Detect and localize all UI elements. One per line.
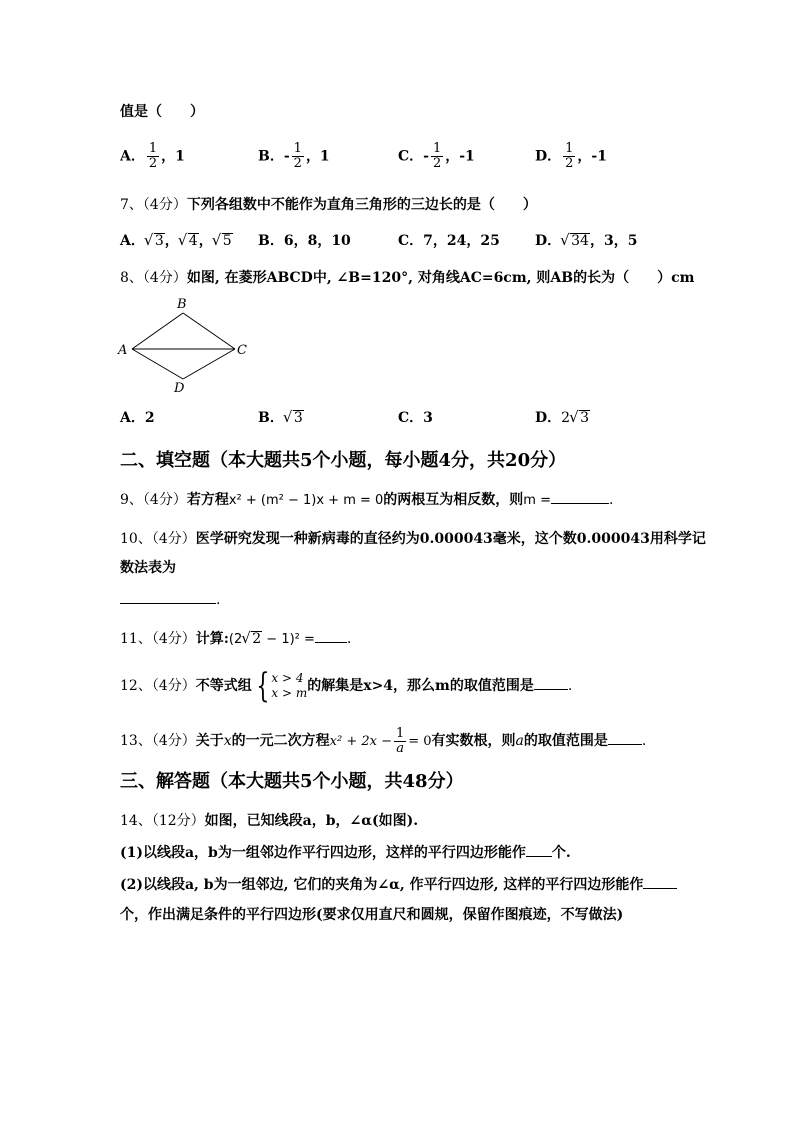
radical (179, 232, 199, 250)
period: . (346, 631, 352, 647)
radicand: 3 (293, 410, 303, 426)
question-text: 不等式组 (195, 678, 252, 694)
radical (570, 409, 590, 427)
radicand: 5 (222, 233, 232, 249)
section-2-title: 二、填空题（本大题共5个小题，每小题4分，共20分） (120, 450, 567, 471)
expression: − 1)² = (262, 632, 315, 647)
radical (242, 630, 262, 648)
inequality-2: x > m (271, 686, 308, 700)
question-text: 的解集是x>4，那么m的取值范围是 (307, 678, 534, 694)
question-text: 个. (551, 845, 571, 861)
radical (213, 232, 233, 250)
edge-cd (183, 349, 235, 379)
edge-bc (183, 313, 235, 349)
numerator: 1 (432, 141, 442, 156)
q6-option-d (535, 142, 607, 171)
vertex-label-a: A (118, 343, 128, 358)
question-text: 医学研究发现一种新病毒的直径约为0.000043毫米，这个数0.000043用科学记 (195, 531, 706, 547)
question-text: 的取值范围是 (523, 733, 608, 749)
equation: x² + 2x − (329, 734, 392, 749)
answer-var: m = (523, 493, 551, 508)
question-text: (2)以线段a, b为一组邻边, 它们的夹角为∠α, 作平行四边形, 这样的平行四边形能作 (120, 877, 644, 893)
q8-option-d (535, 409, 590, 427)
radicand: 34 (571, 233, 589, 249)
vertex-label-b: B (177, 297, 187, 312)
numerator: 1 (395, 725, 405, 741)
question-text: 的两根互为相反数，则 (383, 492, 524, 508)
q14-part-1 (120, 844, 571, 862)
answer-blank[interactable] (315, 642, 347, 643)
answer-blank[interactable] (551, 503, 609, 504)
option-value: ，1 (305, 148, 330, 165)
radical (284, 409, 304, 427)
period: . (608, 492, 614, 508)
q8-option-b (258, 409, 304, 427)
edge-ab (132, 313, 183, 349)
option-label: D． (535, 233, 562, 249)
q10-stem (120, 530, 706, 548)
period: . (567, 678, 573, 694)
section-3-title: 三、解答题（本大题共5个小题，共48分） (120, 771, 464, 792)
vertex-label-c: C (237, 343, 247, 358)
q7-stem (120, 196, 537, 214)
radicand: 3 (154, 233, 164, 249)
fraction (292, 142, 304, 171)
q6-option-c (398, 142, 475, 171)
question-text: 有实数根，则 (431, 733, 516, 749)
q12-stem (120, 666, 572, 706)
vertex-label-d: D (174, 381, 185, 395)
equation: = 0 (408, 734, 432, 749)
question-text: 如图, 在菱形ABCD中, ∠B=120°, 对角线AC=6cm, 则AB的长为（ ）cm (186, 270, 695, 286)
radicand: 3 (580, 410, 589, 426)
denominator: 2 (293, 156, 302, 171)
q14-part-2 (120, 876, 677, 894)
coefficient: 2 (561, 410, 571, 426)
answer-blank[interactable] (534, 689, 568, 690)
question-text: 如图，已知线段a，b，∠α(如图). (204, 813, 419, 829)
option-label: D． (535, 410, 562, 426)
q10-answer-line (120, 589, 220, 609)
denominator: 2 (148, 156, 158, 171)
question-number: 14、（12分） (120, 813, 205, 829)
option-label: D． (535, 148, 562, 165)
denominator: 2 (565, 156, 574, 171)
fraction (431, 142, 443, 171)
question-text: 计算: (195, 631, 229, 647)
q6-option-a (120, 142, 185, 171)
fraction (147, 142, 159, 171)
question-text: 的一元二次方程 (231, 733, 330, 749)
q11-stem (120, 630, 351, 649)
radicand: 4 (188, 233, 198, 249)
fraction (394, 727, 406, 756)
option-label: C． (398, 148, 424, 165)
question-number: 7、（4分） (120, 197, 187, 213)
numerator: 1 (565, 141, 574, 156)
denominator: 2 (432, 156, 442, 171)
option-label: B． (258, 410, 284, 426)
q7-option-b: B．6，8，10 (258, 233, 351, 249)
q7-option-d (535, 232, 637, 250)
question-text: 若方程 (186, 492, 229, 508)
equation: x² + (m² − 1)x + m = 0 (228, 493, 384, 508)
numerator: 1 (293, 141, 302, 156)
option-value: ，1 (161, 148, 185, 165)
question-number: 9、（4分） (120, 492, 187, 508)
period: . (216, 592, 221, 608)
fraction (563, 142, 575, 171)
q14-stem (120, 812, 418, 830)
denominator: a (396, 740, 404, 756)
separator: ， (164, 233, 179, 249)
q8-option-a: A．2 (120, 410, 155, 426)
option-label: B． (258, 148, 284, 165)
edge-da (132, 349, 183, 379)
radical (145, 232, 165, 250)
q7-option-c: C．7，24，25 (398, 233, 500, 249)
option-value: ，3，5 (589, 233, 638, 249)
question-number: 12、（4分） (120, 678, 196, 694)
question-text: 关于 (195, 733, 224, 749)
question-number: 10、（4分） (120, 531, 196, 547)
answer-blank[interactable] (643, 888, 677, 889)
question-number: 8、（4分） (120, 270, 187, 286)
q6-tail: 值是（ ） (120, 104, 204, 120)
period: . (641, 733, 647, 749)
question-text: 下列各组数中不能作为直角三角形的三边长的是（ ） (186, 197, 537, 213)
neg-sign: - (283, 148, 290, 165)
option-value: ，-1 (577, 148, 607, 165)
q9-stem (120, 491, 613, 510)
answer-blank[interactable] (608, 744, 642, 745)
question-text: (1)以线段a，b为一组邻边作平行四边形，这样的平行四边形能作 (120, 845, 526, 861)
answer-blank[interactable] (526, 856, 552, 857)
expression: (2 (228, 632, 243, 647)
q8-stem (120, 269, 694, 287)
option-value: ，-1 (445, 148, 475, 165)
q8-option-c: C．3 (398, 410, 433, 426)
q10-stem-cont: 数法表为 (120, 560, 176, 576)
q13-stem (120, 723, 646, 759)
option-label: A． (120, 148, 145, 165)
q14-part-2-cont: 个，作出满足条件的平行四边形(要求仅用直尺和圆规，保留作图痕迹，不写做法) (120, 907, 624, 923)
answer-blank[interactable] (120, 589, 216, 604)
question-number: 13、（4分） (120, 733, 196, 749)
inequality-system (271, 671, 307, 701)
option-label: A． (120, 233, 145, 249)
neg-sign: - (423, 148, 429, 165)
radical (561, 232, 590, 250)
q7-option-a (120, 232, 233, 250)
q6-option-b (258, 142, 330, 171)
variable: a (515, 733, 524, 749)
question-number: 11、（4分） (120, 631, 196, 647)
brace-icon: { (256, 666, 270, 706)
radicand: 2 (252, 631, 262, 647)
rhombus-figure (115, 295, 255, 395)
numerator: 1 (148, 141, 158, 156)
inequality-1: x > 4 (271, 671, 304, 685)
separator: ， (198, 233, 213, 249)
variable: x (223, 733, 232, 749)
